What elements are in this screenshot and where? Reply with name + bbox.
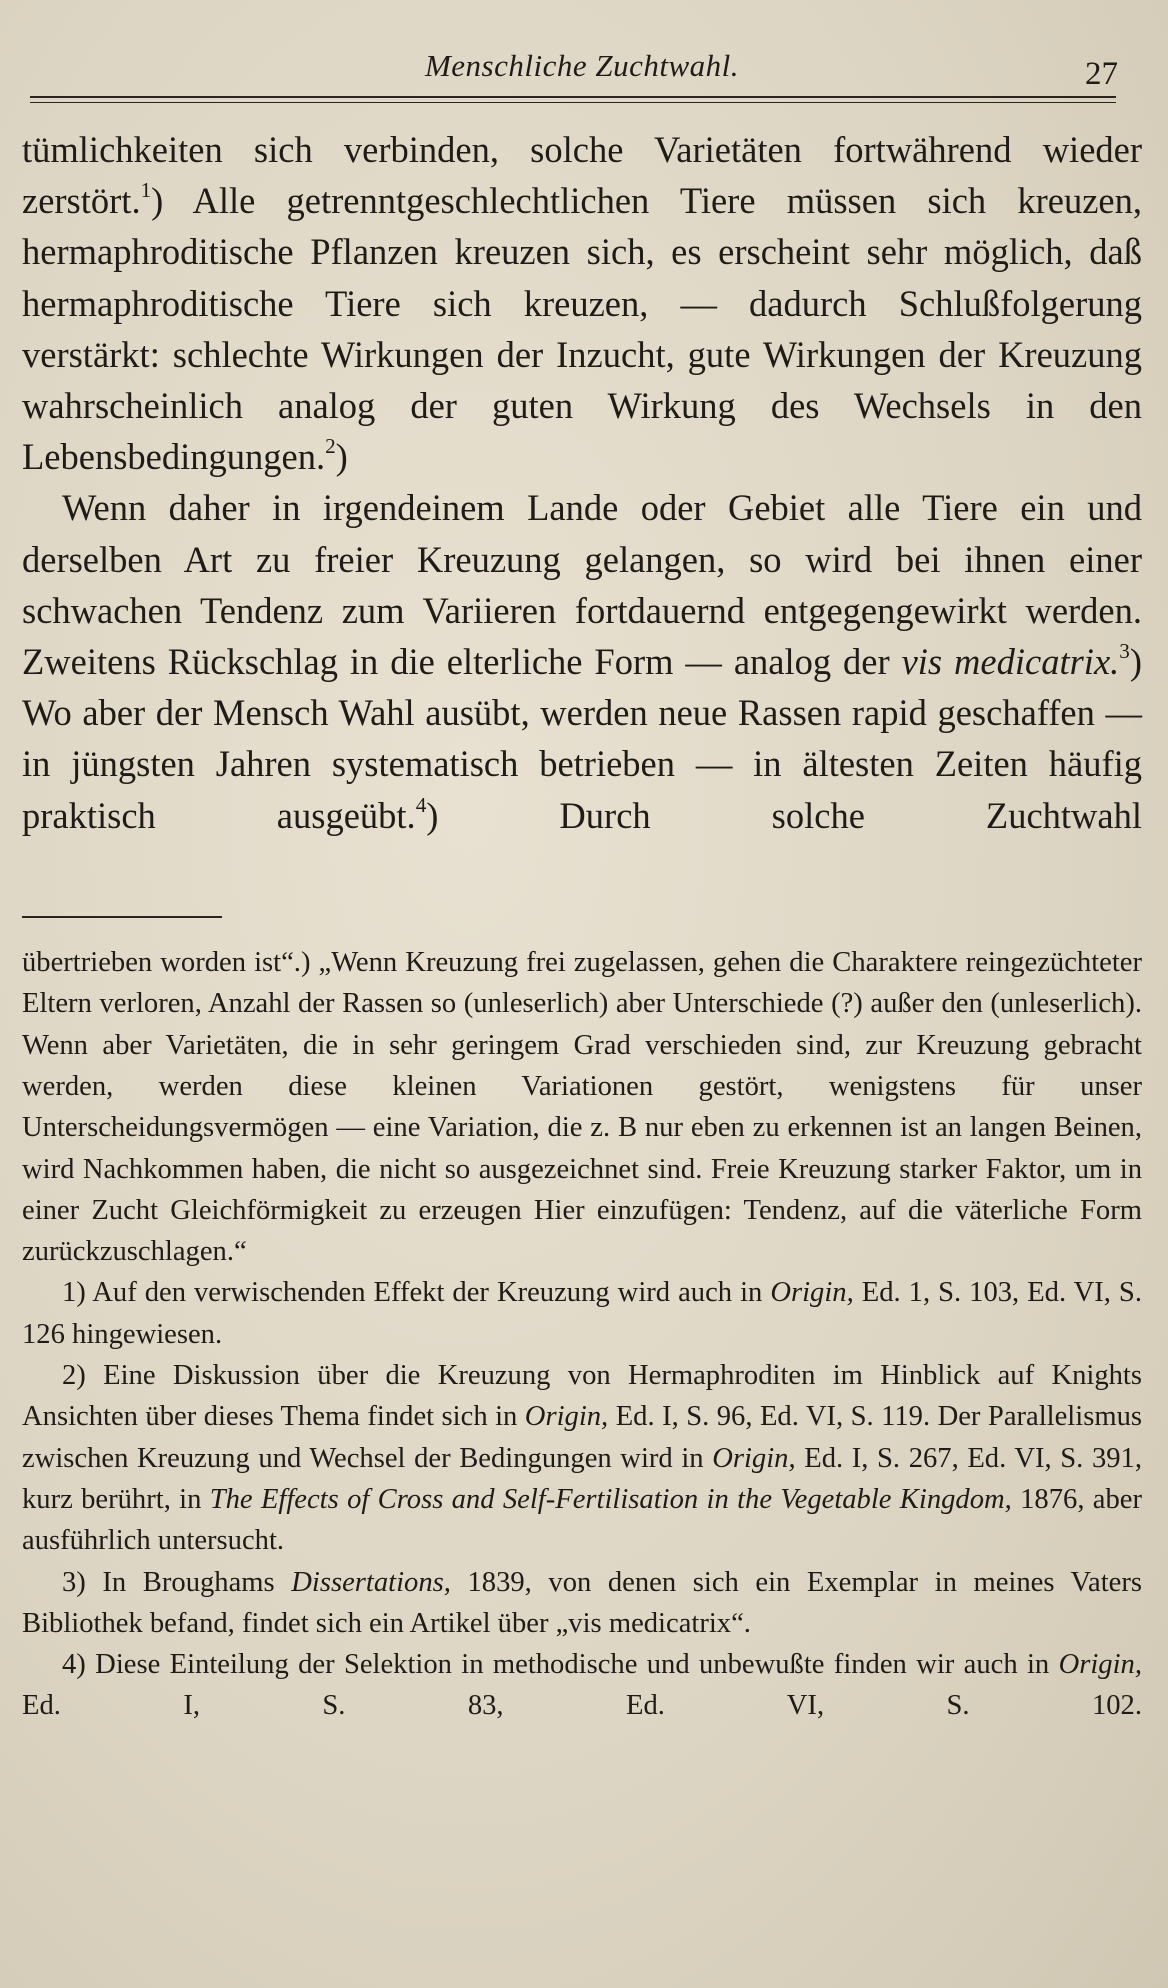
footnote-2-italic-b: Origin, (712, 1442, 796, 1474)
running-title: Menschliche Zuchtwahl. (424, 48, 740, 83)
footnote-3 (22, 1562, 1142, 1645)
footnote-2 (22, 1355, 1142, 1561)
paragraph-1-text-a: tümlichkeiten sich verbinden, solche Varietäten fortwährend wieder zerstört. (22, 129, 1142, 222)
paragraph-1 (22, 124, 1142, 482)
paragraph-2-text-a: Wenn daher in irgendeinem Lande oder Gebiet alle Tiere ein und derselben Art zu freier Kreuzung gelangen, so wird bei ihnen einer schwachen Tendenz zum Variieren fortdauernd entgegengewirkt werden. Zweitens Rückschlag in die elterliche Form — analog der (22, 487, 1142, 683)
footnote-3-text-a: 3) In Broughams (62, 1566, 292, 1598)
footnote-1-text-b: Ed. 1, S. 103, Ed. VI, S. 126 hingewiesen. (22, 1277, 1142, 1350)
footnote-1 (22, 1272, 1142, 1355)
footnote-ref-2: 2 (325, 434, 336, 459)
footnote-4-text-b: Ed. I, S. 83, Ed. VI, S. 102. (22, 1690, 1142, 1722)
paragraph-2 (22, 482, 1142, 892)
paragraph-2-text-c: ) Durch solche Zuchtwahl (426, 794, 1143, 836)
footnote-ref-3: 3 (1119, 639, 1130, 664)
footnote-continuation: übertrieben worden ist“.) „Wenn Kreuzung frei zugelassen, gehen die Charaktere reingezüchteter Eltern verloren, Anzahl der Rassen so (unleserlich) aber Unterschiede (?) außer den (unleserlich). Wenn aber Varietäten, die in sehr geringem Grad verschieden sind, zur Kreuzung gebracht werden, werden diese kleinen Variationen gestört, wenigstens für unser Unterscheidungsvermögen — eine Variation, die z. B nur eben zu erkennen ist an langen Beinen, wird Nachkommen haben, die nicht so ausgezeichnet sind. Freie Kreuzung starker Faktor, um in einer Zucht Gleichförmigkeit zu erzeugen Hier einzufügen: Tendenz, auf die väterliche Form zurückzuschlagen.“ (22, 947, 1142, 1268)
footnote-2-italic-c: The Effects of Cross and Self-Fertilisation in the Vegetable Kingdom, (209, 1483, 1012, 1515)
footnote-2-text-c: Ed. I, S. 267, Ed. VI, S. 391, kurz berührt, in (22, 1442, 1142, 1515)
footnote-4 (22, 1644, 1142, 1768)
footnote-3-italic: Dissertations, (291, 1566, 451, 1598)
footnote-separator (22, 916, 222, 918)
footnote-2-text-a: 2) Eine Diskussion über die Kreuzung von Hermaphroditen im Hinblick auf Knights Ansichten über dieses Thema findet sich in (22, 1360, 1142, 1433)
paragraph-2-text-b: ) Wo aber der Mensch Wahl ausübt, werden neue Rassen rapid geschaffen — in jüngsten Jahren systematisch betrieben — in ältesten Zeiten häufig praktisch ausgeübt. (22, 641, 1143, 836)
footnote-1-italic: Origin, (770, 1277, 854, 1309)
footnote-3-text-b: 1839, von denen sich ein Exemplar in meines Vaters Bibliothek befand, findet sich ein Artikel über „vis medicatrix“. (22, 1566, 1142, 1639)
page-number: 27 (1085, 56, 1118, 92)
footnotes (22, 942, 1142, 1768)
paragraph-2-italic-vis-medicatrix: vis medicatrix. (901, 641, 1120, 683)
footnote-2-text-b: Ed. I, S. 96, Ed. VI, S. 119. Der Parallelismus zwischen Kreuzung und Wechsel der Bedingungen wird in (22, 1401, 1142, 1474)
footnote-ref-4: 4 (415, 792, 427, 817)
page-header (22, 0, 1142, 100)
footnote-1-text-a: 1) Auf den verwischenden Effekt der Kreuzung wird auch in (62, 1277, 771, 1309)
header-rule (30, 96, 1116, 103)
footnote-4-italic: Origin, (1058, 1649, 1142, 1681)
paragraph-1-text-c: ) (335, 436, 348, 478)
main-text (22, 124, 1142, 892)
footnote-2-italic-a: Origin, (524, 1401, 609, 1433)
footnote-ref-1: 1 (140, 178, 152, 203)
footnote-4-text-a: 4) Diese Einteilung der Selektion in methodische und unbewußte finden wir auch in (62, 1649, 1059, 1681)
footnote-2-text-d: 1876, aber ausführlich untersucht. (22, 1483, 1142, 1557)
paragraph-1-text-b: ) Alle getrenntgeschlechtlichen Tiere müssen sich kreuzen, hermaphroditische Pflanzen kreuzen sich, es erscheint sehr möglich, daß hermaphroditische Tiere sich kreuzen, — dadurch Schlußfolgerung verstärkt: schlechte Wirkungen der Inzucht, gute Wirkungen der Kreuzung wahrscheinlich analog der guten Wirkung des Wechsels in den Lebensbedingungen. (22, 180, 1142, 478)
